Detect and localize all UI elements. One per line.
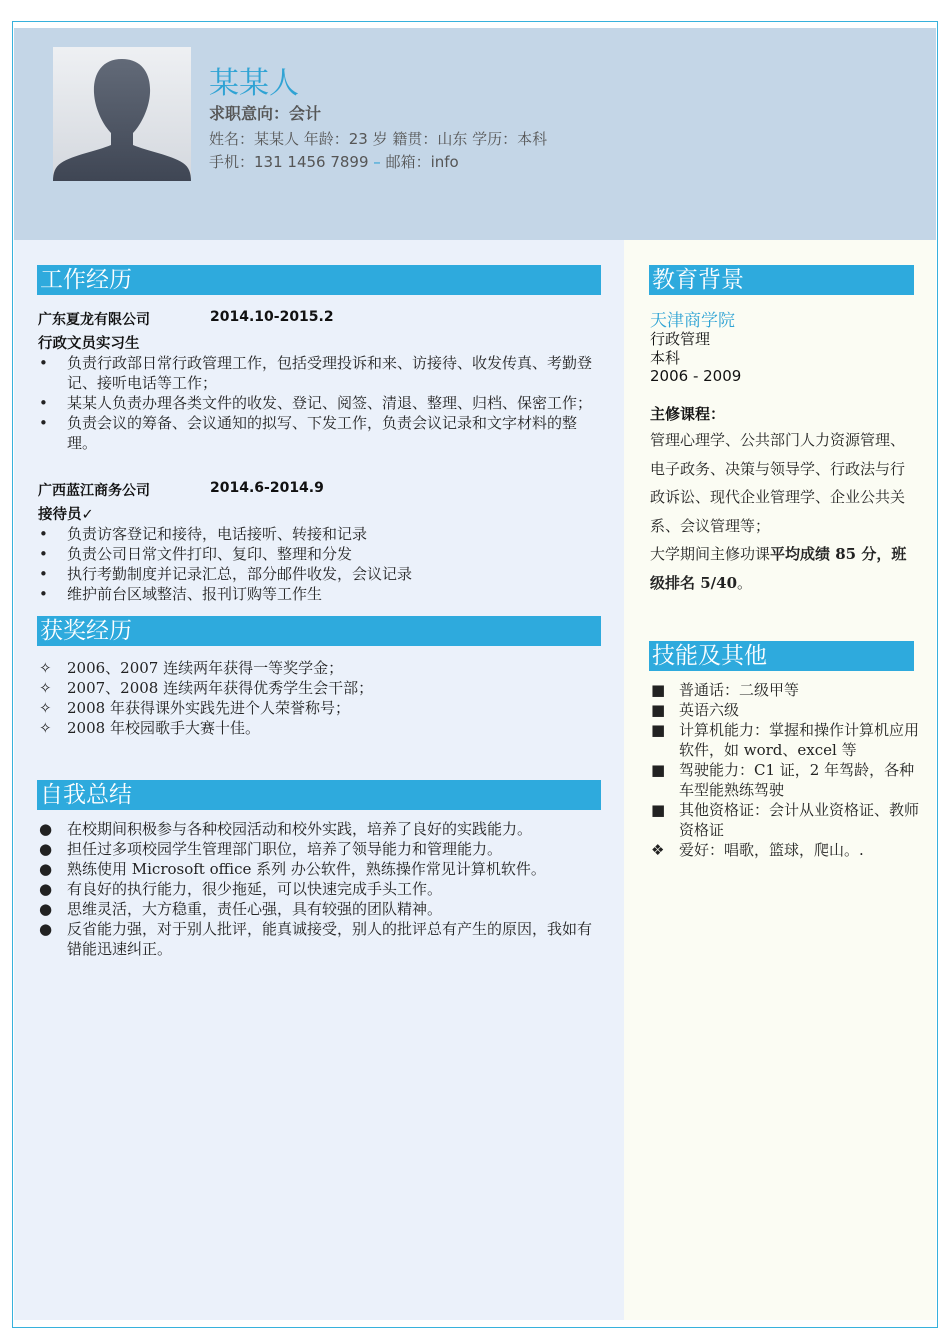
list-item: ● 反省能力强，对于别人批评，能真诚接受，别人的批评总有产生的原因，我如有错能迅速纠正。 [39,920,593,958]
courses-description [650,426,915,597]
job-intent: 求职意向：会计 [209,104,322,123]
list-item: ✧ 2007、2008 连续两年获得优秀学生会干部； [39,679,374,697]
list-item: • 执行考勤制度并记录汇总，部分邮件收发，会议记录 [39,565,413,583]
skills-section-title: 技能及其他 [649,641,914,671]
list-item: ✧ 2008 年获得课外实践先进个人荣誉称号； [39,699,350,717]
gpa-highlight: 平均成绩 85 分，班级排名 5/40 [650,545,907,592]
courses-label: 主修课程： [650,405,726,423]
list-item: ■ 其他资格证：会计从业资格证、教师资格证 [651,801,920,839]
degree: 本科 [650,349,681,367]
company-name: 广西蓝江商务公司 [38,483,150,499]
job-date: 2014.10-2015.2 [210,309,334,325]
separator: – [373,153,381,171]
phone: 手机：131 1456 7899 [209,153,369,171]
job-header [38,309,334,329]
list-item: ● 担任过多项校园学生管理部门职位，培养了领导能力和管理能力。 [39,840,503,858]
list-item: • 负责访客登记和接待，电话接听、转接和记录 [39,525,368,543]
job-duties [37,524,597,604]
work-section-title: 工作经历 [37,265,601,295]
job-role: 行政文员实习生 [38,336,140,352]
list-item: ■ 驾驶能力：C1 证，2 年驾龄，各种车型能熟练驾驶 [651,761,915,799]
list-item: ● 熟练使用 Microsoft office 系列 办公软件，熟练操作常见计算机软件。 [39,860,546,878]
list-item: • 维护前台区域整洁、报刊订购等工作生 [39,585,323,603]
list-item: ✧ 2006、2007 连续两年获得一等奖学金； [39,659,344,677]
gpa-prefix: 大学期间主修功课 [650,545,771,563]
summary-section-title: 自我总结 [37,780,601,810]
education-section-title: 教育背景 [649,265,914,295]
school-name: 天津商学院 [650,311,735,331]
list-item: ❖ 爱好：唱歌，篮球，爬山。. [651,841,864,859]
list-item: • 负责行政部日常行政管理工作，包括受理投诉和来、访接待、收发传真、考勤登记、接听电话等工作； [39,354,593,392]
list-item: ■ 计算机能力：掌握和操作计算机应用软件，如 word、excel 等 [651,721,920,759]
list-item: ■ 英语六级 [651,701,740,719]
avatar [53,47,191,181]
list-item: ■ 普通话：二级甲等 [651,681,800,699]
skills-list [649,680,919,860]
personal-info: 姓名：某某人 年龄：23 岁 籍贯：山东 学历：本科 [209,130,548,148]
person-silhouette-icon [53,47,191,181]
job-header [38,480,324,500]
list-item: ● 有良好的执行能力，很少拖延，可以快速完成手头工作。 [39,880,443,898]
major: 行政管理 [650,330,711,348]
company-name: 广东夏龙有限公司 [38,312,150,328]
candidate-name: 某某人 [209,66,299,101]
awards-section-title: 获奖经历 [37,616,601,646]
list-item: • 负责会议的筹备、会议通知的拟写、下发工作，负责会议记录和文字材料的整理。 [39,414,578,452]
study-period: 2006 - 2009 [650,367,742,385]
list-item: ● 思维灵活，大方稳重，责任心强，具有较强的团队精神。 [39,900,443,918]
courses-text: 管理心理学、公共部门人力资源管理、电子政务、决策与领导学、行政法与行政诉讼、现代企业管理学、企业公共关系、会议管理等； [650,431,906,535]
job-duties [37,353,597,453]
list-item: • 某某人负责办理各类文件的收发、登记、阅签、清退、整理、归档、保密工作； [39,394,593,412]
awards-list [37,658,597,738]
contact-info [209,151,459,172]
list-item: ✧ 2008 年校园歌手大赛十佳。 [39,719,260,737]
email: 邮箱：info [385,153,459,171]
gpa-suffix: 。 [737,573,753,592]
list-item: ● 在校期间积极参与各种校园活动和校外实践，培养了良好的实践能力。 [39,820,533,838]
summary-list [37,819,592,959]
list-item: • 负责公司日常文件打印、复印、整理和分发 [39,545,353,563]
job-role: 接待员✓ [38,507,94,523]
job-date: 2014.6-2014.9 [210,480,324,496]
